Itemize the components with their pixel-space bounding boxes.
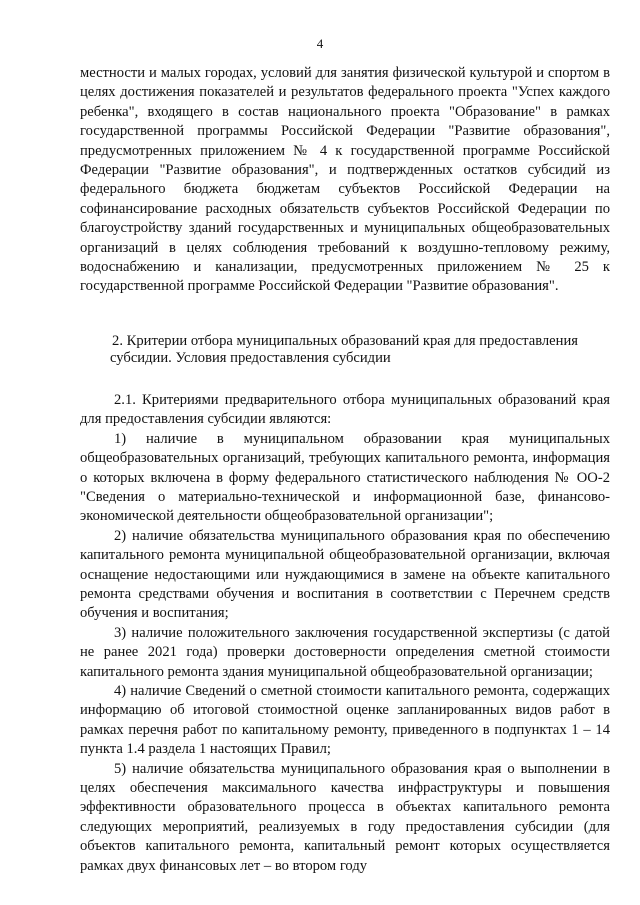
criteria-list [80, 391, 610, 876]
criterion-2: 2) наличие обязательства муниципального образования края по обеспечению капитального ремонта муниципальной общеобразовательной организации, включая оснащение недостающими или нуждающимися в замене на объекте капитального ремонта средствами обучения и воспитания в соответствии с Перечнем средств обучения и воспитания; [80, 527, 610, 622]
criterion-1: 1) наличие в муниципальном образовании края муниципальных общеобразовательных организаций, требующих капитального ремонта, информация о которых включена в форму федерального статистического наблюдения № ОО-2 "Сведения о материально-технической и информационной базе, финансово-экономической деятельности общеобразовательной организации"; [80, 430, 610, 525]
intro-paragraph: местности и малых городах, условий для занятия физической культурой и спортом в целях достижения показателей и результатов федерального проекта "Успех каждого ребенка", входящего в состав национального проекта "Образование" в рамках государственной программы Российской Федерации "Развитие образования", предусмотренных приложением № 4 к государственной программе Российской Федерации "Развитие образования", и подтвержденных остатков субсидий из федерального бюджета бюджетам субъектов Российской Федерации на софинансирование расходных обязательств субъектов Российской Федерации по благоустройству зданий государственных и муниципальных общеобразовательных организаций в целях соблюдения требований к воздушно-тепловому режиму, водоснабжению и канализации, предусмотренных приложением № 25 к государственной программе Российской Федерации "Развитие образования". [80, 65, 610, 295]
criterion-3: 3) наличие положительного заключения государственной экспертизы (с датой не ранее 2021 года) проверки достоверности определения сметной стоимости капитального ремонта здания муниципальной общеобразовательной организации; [80, 624, 610, 680]
criterion-5: 5) наличие обязательства муниципального образования края о выполнении в целях обеспечения максимального качества инфраструктуры и повышения эффективности образовательного процесса в объектах капитального ремонта следующих мероприятий, реализуемых в году предоставления субсидии (для объектов капитального ремонта, капитальный ремонт которых осуществляется рамках двух финансовых лет – во втором году [80, 760, 610, 874]
criterion-4: 4) наличие Сведений о сметной стоимости капитального ремонта, содержащих информацию об итоговой стоимостной оценке запланированных видов работ в рамках перечня работ по капитальному ремонту, приведенного в подпунктах 1 – 14 пункта 1.4 раздела 1 настоящих Правил; [80, 682, 610, 758]
document-body [80, 64, 610, 876]
section-heading: 2. Критерии отбора муниципальных образований края для предоставления субсидии. Условия предоставления субсидии [110, 332, 578, 366]
paragraph-2-1: 2.1. Критериями предварительного отбора муниципальных образований края для предоставления субсидии являются: [80, 391, 610, 428]
page-number: 4 [316, 36, 324, 51]
